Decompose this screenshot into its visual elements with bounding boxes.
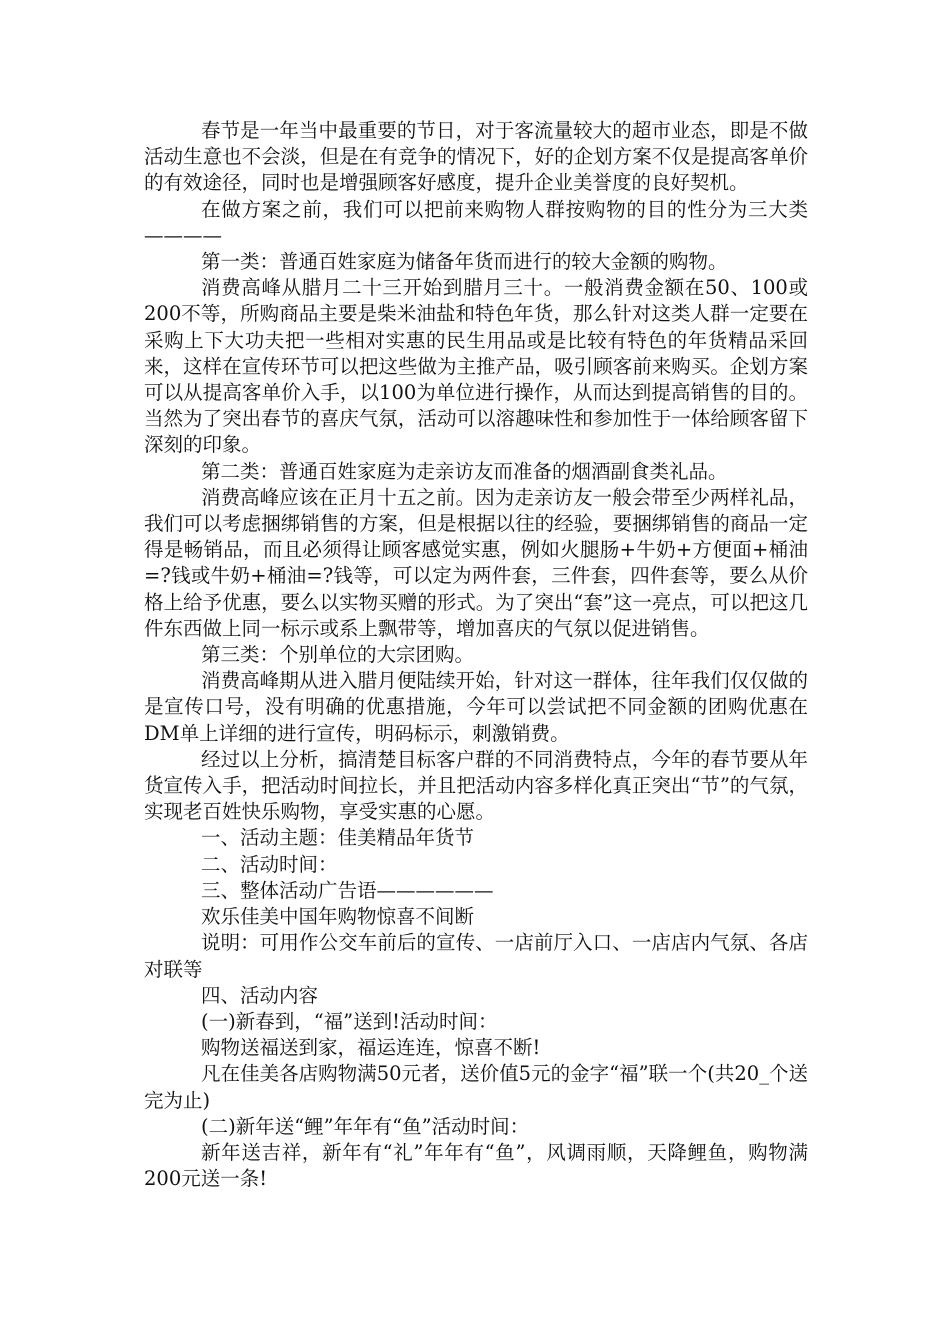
activity-2-title: (二)新年送“鲤”年年有“鱼”活动时间： bbox=[201, 1114, 530, 1138]
paragraph-categories-intro: 在做方案之前，我们可以把前来购物人群按购物的目的性分为三大类———— bbox=[144, 197, 808, 247]
paragraph-category-2: 消费高峰应该在正月十五之前。因为走亲访友一般会带至少两样礼品，我们可以考虑捆绑销售的方案，但是根据以往的经验，要捆绑销售的商品一定得是畅销品，而且必须得让顾客感觉实惠，例如火腿肠+牛奶+方便面+桶油=?钱或牛奶+桶油=?钱等，可以定为两件套，三件套，四件套等，要么从价格上给予优惠，要么以实物买赠的形式。为了突出“套”这一亮点，可以把这几件东西做上同一标示或系上飘带等，增加喜庆的气氛以促进销售。 bbox=[144, 485, 808, 640]
heading-category-1: 第一类：普通百姓家庭为储备年货而进行的较大金额的购物。 bbox=[201, 250, 728, 274]
paragraph-category-3: 消费高峰期从进入腊月便陆续开始，针对这一群体，往年我们仅仅做的是宣传口号，没有明确的优惠措施，今年可以尝试把不同金额的团购优惠在DM单上详细的进行宣传，明码标示，刺激销费。 bbox=[144, 669, 808, 745]
slogan-text: 欢乐佳美中国年购物惊喜不间断 bbox=[201, 905, 475, 929]
activity-1-detail: 凡在佳美各店购物满50元者，送价值5元的金字“福”联一个(共20_个送完为止) bbox=[144, 1062, 808, 1112]
activity-2-detail: 新年送吉祥，新年有“礼”年年有“鱼”，风调雨顺，天降鲤鱼，购物满200元送一条! bbox=[144, 1140, 808, 1191]
section-theme: 一、活动主题：佳美精品年货节 bbox=[201, 826, 475, 850]
section-slogan: 三、整体活动广告语—————— bbox=[201, 878, 494, 902]
heading-category-3: 第三类：个别单位的大宗团购。 bbox=[201, 643, 475, 667]
section-time: 二、活动时间： bbox=[201, 852, 338, 876]
slogan-note: 说明：可用作公交车前后的宣传、一店前厅入口、一店店内气氛、各店对联等 bbox=[144, 931, 808, 981]
document-body bbox=[144, 118, 808, 1192]
activity-1-title: (一)新春到，“福”送到!活动时间： bbox=[201, 1009, 498, 1033]
activity-1-slogan: 购物送福送到家，福运连连，惊喜不断! bbox=[201, 1036, 541, 1060]
paragraph-analysis: 经过以上分析，搞清楚目标客户群的不同消费特点，今年的春节要从年货宣传入手，把活动时间拉长，并且把活动内容多样化真正突出“节”的气氛，实现老百姓快乐购物，享受实惠的心愿。 bbox=[144, 747, 808, 824]
paragraph-intro: 春节是一年当中最重要的节日，对于客流量较大的超市业态，即是不做活动生意也不会淡，但是在有竞争的情况下，好的企划方案不仅是提高客单价的有效途径，同时也是增强顾客好感度，提升企业美誉度的良好契机。 bbox=[144, 119, 808, 195]
heading-category-2: 第二类：普通百姓家庭为走亲访友而准备的烟酒副食类礼品。 bbox=[201, 459, 728, 483]
section-content: 四、活动内容 bbox=[201, 983, 319, 1007]
paragraph-category-1: 消费高峰从腊月二十三开始到腊月三十。一般消费金额在50、100或200不等，所购商品主要是柴米油盐和特色年货，那么针对这类人群一定要在采购上下大功夫把一些相对实惠的民生用品或是比较有特色的年货精品采回来，这样在宣传环节可以把这些做为主推产品，吸引顾客前来购买。企划方案可以从提高客单价入手，以100为单位进行操作，从而达到提高销售的目的。当然为了突出春节的喜庆气氛，活动可以溶趣味性和参加性于一体给顾客留下深刻的印象。 bbox=[144, 276, 808, 457]
